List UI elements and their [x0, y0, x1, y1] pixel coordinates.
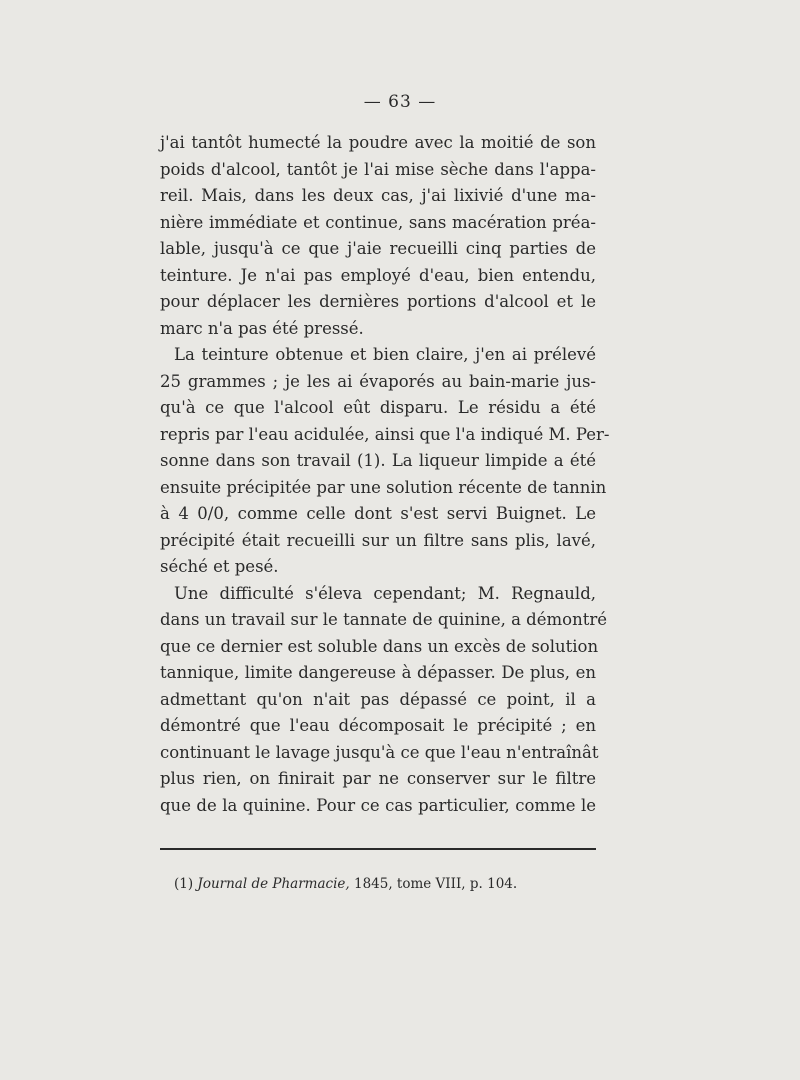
- text-line: séché et pesé.: [160, 557, 279, 576]
- text-line: pour déplacer les dernières portions d'alcool et le: [160, 292, 596, 311]
- page-number: — 63 —: [363, 92, 437, 112]
- text-line: précipité était recueilli sur un filtre sans plis, lavé,: [160, 530, 596, 550]
- text-line: plus rien, on finirait par ne conserver sur le filtre: [160, 769, 596, 788]
- text-line: que ce dernier est soluble dans un excès de solution: [160, 636, 599, 656]
- text-line: nière immédiate et continue, sans macération préa-: [160, 212, 596, 232]
- text-line: démontré que l'eau décomposait le précipité ; en: [160, 716, 596, 735]
- text-line: 25 grammes ; je les ai évaporés au bain-marie jus-: [160, 371, 596, 391]
- text-line: continuant le lavage jusqu'à ce que l'eau n'entraînât: [160, 742, 599, 762]
- text-line: marc n'a pas été pressé.: [160, 318, 364, 338]
- text-line: admettant qu'on n'ait pas dépassé ce point, il a: [160, 689, 596, 709]
- text-line: à 4 0/0, comme celle dont s'est servi Buignet. Le: [160, 504, 596, 523]
- text-line: j'ai tantôt humecté la poudre avec la moitié de son: [160, 133, 596, 152]
- footnote: [174, 876, 517, 892]
- footnote-divider: [160, 848, 596, 850]
- footnote-reference: 1845, tome VIII, p. 104.: [353, 876, 518, 892]
- footnote-journal: Journal de Pharmacie,: [197, 876, 350, 892]
- text-line: Une difficulté s'éleva cependant; M. Regnauld,: [174, 583, 596, 603]
- text-line: poids d'alcool, tantôt je l'ai mise sèche dans l'appa-: [160, 159, 596, 179]
- body-text: [160, 130, 610, 819]
- text-line: La teinture obtenue et bien claire, j'en ai prélevé: [174, 345, 596, 364]
- text-line: repris par l'eau acidulée, ainsi que l'a indiqué M. Per-: [160, 424, 610, 444]
- text-line: teinture. Je n'ai pas employé d'eau, bien entendu,: [160, 265, 596, 285]
- footnote-marker: (1): [174, 876, 194, 892]
- text-line: que de la quinine. Pour ce cas particulier, comme le: [160, 795, 596, 815]
- text-line: dans un travail sur le tannate de quinine, a démontré: [160, 610, 607, 629]
- text-line: qu'à ce que l'alcool eût disparu. Le résidu a été: [160, 398, 596, 417]
- text-line: sonne dans son travail (1). La liqueur limpide a été: [160, 451, 596, 470]
- text-line: tannique, limite dangereuse à dépasser. De plus, en: [160, 663, 596, 682]
- text-line: lable, jusqu'à ce que j'aie recueilli cinq parties de: [160, 239, 596, 258]
- text-line: ensuite précipitée par une solution récente de tannin: [160, 477, 607, 497]
- text-line: reil. Mais, dans les deux cas, j'ai lixivié d'une ma-: [160, 186, 596, 205]
